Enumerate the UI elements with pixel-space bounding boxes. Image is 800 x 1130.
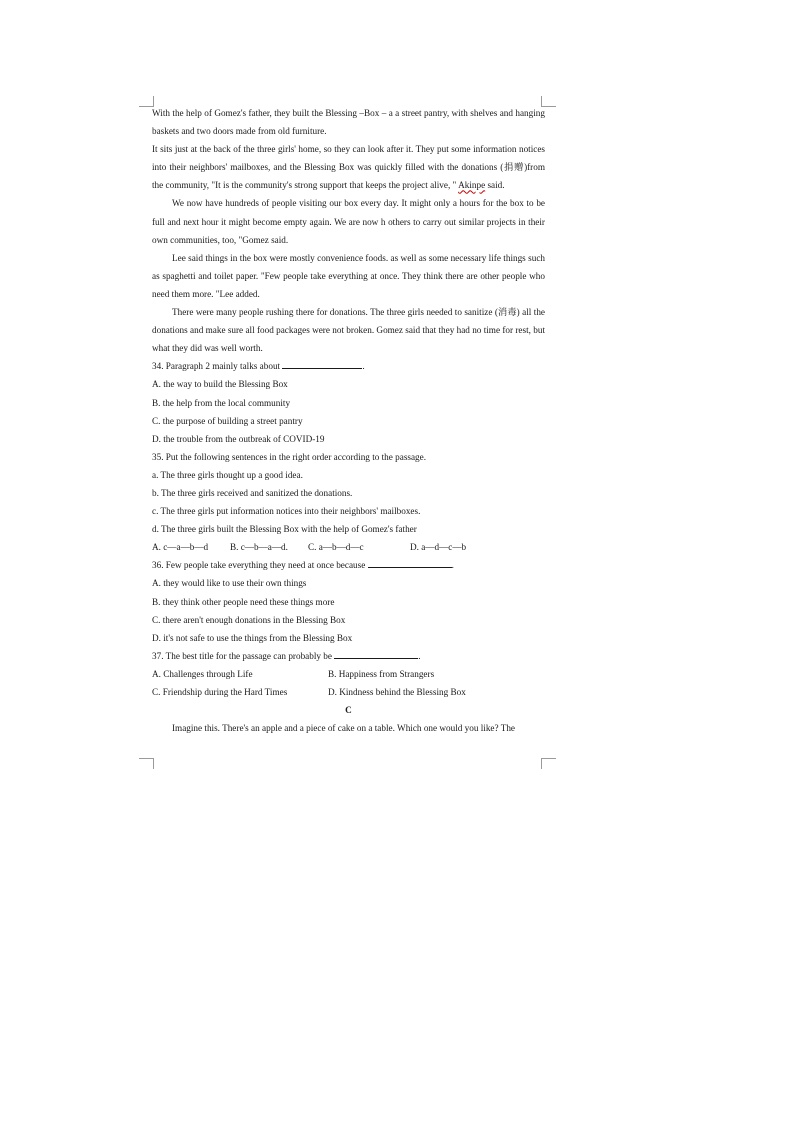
q35-item-b: b. The three girls received and sanitized the donations. [152, 487, 353, 498]
q35-option-b: B. c—b—a—d. [230, 542, 288, 553]
answer-blank [282, 358, 365, 372]
answer-blank [368, 557, 454, 571]
passage-paragraph-1b-text: It sits just at the back of the three girls' home, so they can look after it. They put some information notices into their neighbors' mailboxes, and the Blessing Box was quickly filled with the donations (捐赠)from the community, "It is the community's strong support that keeps the project alive, " [152, 144, 545, 191]
passage-paragraph-1b-end: said. [485, 180, 505, 191]
question-37-stem: 37. The best title for the passage can probably be [152, 650, 332, 661]
passage-paragraph-1a: With the help of Gomez's father, they built the Blessing –Box – a a street pantry, with shelves and hanging baskets and two doors made from old furniture. [152, 108, 545, 137]
q37-options-row-2 [152, 683, 545, 701]
q37-option-a: A. Challenges through Life [152, 668, 253, 679]
q34-option-c: C. the purpose of building a street pantry [152, 415, 303, 426]
q35-item-d: d. The three girls built the Blessing Box with the help of Gomez's father [152, 524, 417, 535]
passage-paragraph-3: Lee said things in the box were mostly convenience foods. as well as some necessary life things such as spaghetti and toilet paper. "Few people take everything at once. They think there are other people who need them more. "Lee added. [152, 252, 545, 299]
document-body [152, 104, 545, 737]
question-36-end: . [451, 560, 454, 571]
q36-option-b: B. they think other people need these things more [152, 596, 335, 607]
question-36 [152, 556, 545, 574]
passage-paragraph-2: We now have hundreds of people visiting our box every day. It might only a hours for the box to be full and next hour it might become empty again. We are now h others to carry out similar projects in their own communities, too, "Gomez said. [152, 198, 545, 245]
q36-option-c: C. there aren't enough donations in the Blessing Box [152, 614, 346, 625]
q37-option-c: C. Friendship during the Hard Times [152, 687, 288, 697]
question-35: 35. Put the following sentences in the right order according to the passage. [152, 451, 427, 462]
question-34-stem: 34. Paragraph 2 mainly talks about [152, 361, 281, 372]
q37-options-row-1 [152, 665, 545, 683]
q34-option-a: A. the way to build the Blessing Box [152, 379, 288, 390]
q35-options [152, 538, 545, 556]
section-heading: C [345, 705, 352, 716]
passage-paragraph-4: There were many people rushing there for donations. The three girls needed to sanitize (消毒) all the donations and make sure all food packages were not broken. Gomez said that they had no time for rest, but what they did was well worth. [152, 307, 545, 354]
margin-mark-bottom-left [139, 758, 154, 769]
question-34-end: . [362, 361, 365, 372]
spellcheck-word: Akinpe [458, 180, 486, 191]
q35-item-a: a. The three girls thought up a good idea. [152, 469, 303, 480]
q34-option-b: B. the help from the local community [152, 397, 291, 408]
passage-paragraph-1b [152, 140, 545, 194]
q37-option-d: D. Kindness behind the Blessing Box [328, 687, 466, 697]
q34-option-d: D. the trouble from the outbreak of COVID-19 [152, 433, 325, 444]
q36-option-a: A. they would like to use their own things [152, 578, 307, 589]
question-36-stem: 36. Few people take everything they need at once because [152, 560, 366, 571]
question-34 [152, 357, 545, 375]
q36-option-d: D. it's not safe to use the things from the Blessing Box [152, 632, 353, 643]
margin-mark-bottom-right [541, 758, 556, 769]
q37-option-b: B. Happiness from Strangers [328, 668, 435, 679]
answer-blank [334, 648, 421, 661]
q35-option-a: A. c—a—b—d [152, 542, 209, 553]
q35-item-c: c. The three girls put information notices into their neighbors' mailboxes. [152, 506, 421, 517]
q35-option-d: D. a—d—c—b [410, 542, 467, 553]
question-37-end: . [418, 650, 421, 661]
section-c-paragraph-1: Imagine this. There's an apple and a piece of cake on a table. Which one would you like? The [172, 723, 516, 734]
question-37 [152, 647, 545, 665]
q35-option-c: C. a—b—d—c [308, 542, 364, 553]
